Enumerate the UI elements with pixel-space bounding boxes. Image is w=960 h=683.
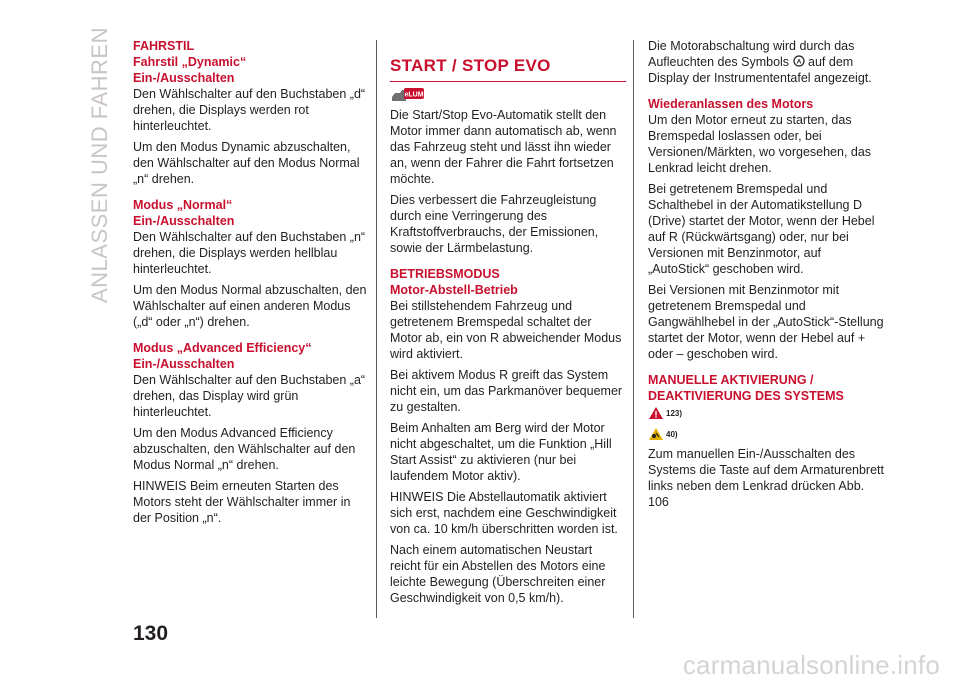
column-divider (633, 40, 634, 618)
paragraph: Um den Modus Normal abzuschalten, den Wählschalter auf einen anderen Modus („d“ oder „n“) drehen. (133, 283, 367, 329)
warning-triangle-icon (648, 406, 664, 420)
start-stop-symbol-icon (793, 55, 805, 67)
note-paragraph: HINWEIS Die Abstellautomatik aktiviert sich erst, nachdem eine Geschwindigkeit von ca. 10 km/h überschritten worden ist. (390, 490, 618, 536)
paragraph: Beim Anhalten am Berg wird der Motor nicht abgeschaltet, um die Funktion „Hill Start Assist“ zu aktivieren (nur bei laufendem Motor aktiv). (390, 421, 612, 483)
heading-fahrstil-dynamic: Fahrstil „Dynamic“ (133, 55, 247, 69)
paragraph: Den Wählschalter auf den Buchstaben „d“ drehen, die Displays werden rot hinterleuchtet. (133, 87, 366, 133)
chapter-side-label (80, 26, 120, 304)
paragraph: Den Wählschalter auf den Buchstaben „n“ drehen, die Displays werden hellblau hinterleuchtet. (133, 230, 366, 276)
title-rule (390, 81, 626, 82)
paragraph: Bei Versionen mit Benzinmotor mit getretenem Bremspedal und Gangwählhebel in der „AutoStick“-Stellung startet der Motor, wenn der Hebel auf + oder – geschoben wird. (648, 283, 884, 361)
paragraph: Nach einem automatischen Neustart reicht für ein Abstellen des Motors eine leichte Bewegung (Überschreiten einer Geschwindigkeit von 0,5 km/h). (390, 543, 606, 605)
elum-badge-row (390, 86, 626, 104)
heading-modus-normal: Modus „Normal“ (133, 198, 233, 212)
heading-fahrstil: FAHRSTIL (133, 39, 195, 53)
heading-manuelle-aktivierung: MANUELLE AKTIVIERUNG / DEAKTIVIERUNG DES SYSTEMS (648, 373, 844, 403)
note-paragraph: HINWEIS Beim erneuten Starten des Motors steht der Wählschalter immer in der Position „n“. (133, 479, 351, 525)
watermark: carmanualsonline.info (682, 650, 940, 680)
column-2 (390, 38, 626, 611)
paragraph-symbol: Die Motorabschaltung wird durch das Aufleuchten des Symbols A auf dem Display der Instrumententafel angezeigt. (648, 39, 872, 85)
svg-text:A: A (796, 58, 801, 66)
elum-icon (390, 87, 426, 104)
warning-reference-row (648, 404, 884, 422)
paragraph: Die Start/Stop Evo-Automatik stellt den Motor immer dann automatisch ab, wenn das Fahrzeug steht und lässt ihn wieder an, wenn der Fahrer die Fahrt fortsetzen möchte. (390, 108, 617, 186)
heading-ein-ausschalten: Ein-/Ausschalten (133, 357, 235, 371)
heading-ein-ausschalten: Ein-/Ausschalten (133, 71, 235, 85)
chapter-side-label-text: ANLASSEN UND FAHREN (87, 26, 113, 304)
heading-modus-advanced: Modus „Advanced Efficiency“ (133, 341, 312, 355)
warning-reference: 123) (666, 408, 683, 418)
column-1 (133, 38, 369, 531)
paragraph: Bei getretenem Bremspedal und Schalthebel in der Automatikstellung D (Drive) startet der Motor, wenn der Hebel auf R (Rückwärtsgang) oder, nur bei Versionen mit Benzinmotor, auf „AutoStick“ geschoben wird. (648, 182, 875, 276)
paragraph: Um den Modus Dynamic abzuschalten, den Wählschalter auf den Modus Normal „n“ drehen. (133, 140, 360, 186)
paragraph: Den Wählschalter auf den Buchstaben „a“ drehen, das Display wird grün hinterleuchtet. (133, 373, 366, 419)
caution-reference: 40) (666, 429, 678, 439)
section-title: START / STOP EVO (390, 56, 551, 75)
column-3 (648, 38, 884, 515)
caution-reference-row (648, 425, 884, 443)
heading-wiederanlassen: Wiederanlassen des Motors (648, 97, 814, 111)
elum-badge-text: eLUM (404, 91, 424, 98)
heading-betriebsmodus: BETRIEBSMODUS (390, 267, 500, 281)
caution-triangle-icon (648, 427, 664, 441)
paragraph: Zum manuellen Ein-/Ausschalten des Systems die Taste auf dem Armaturenbrett links neben dem Lenkrad drücken Abb. 106 (648, 447, 884, 509)
paragraph: Um den Modus Advanced Efficiency abzuschalten, den Wählschalter auf den Modus Normal „n“ drehen. (133, 426, 356, 472)
column-divider (376, 40, 377, 618)
paragraph: Bei stillstehendem Fahrzeug und getretenem Bremspedal schaltet der Motor ab, ein von R abweichender Modus wird aktiviert. (390, 299, 622, 361)
paragraph: Bei aktivem Modus R greift das System nicht ein, um das Parkmanöver bequemer zu gestalten. (390, 368, 623, 414)
paragraph: Dies verbessert die Fahrzeugleistung durch eine Verringerung des Kraftstoffverbrauchs, der Emissionen, sowie der Lärmbelastung. (390, 193, 599, 255)
page-number: 130 (133, 622, 169, 645)
heading-ein-ausschalten: Ein-/Ausschalten (133, 214, 235, 228)
paragraph: Um den Motor erneut zu starten, das Bremspedal loslassen oder, bei Versionen/Märkten, wo vorgesehen, das Lenkrad leicht drehen. (648, 113, 872, 175)
heading-motor-abstell-betrieb: Motor-Abstell-Betrieb (390, 283, 518, 297)
